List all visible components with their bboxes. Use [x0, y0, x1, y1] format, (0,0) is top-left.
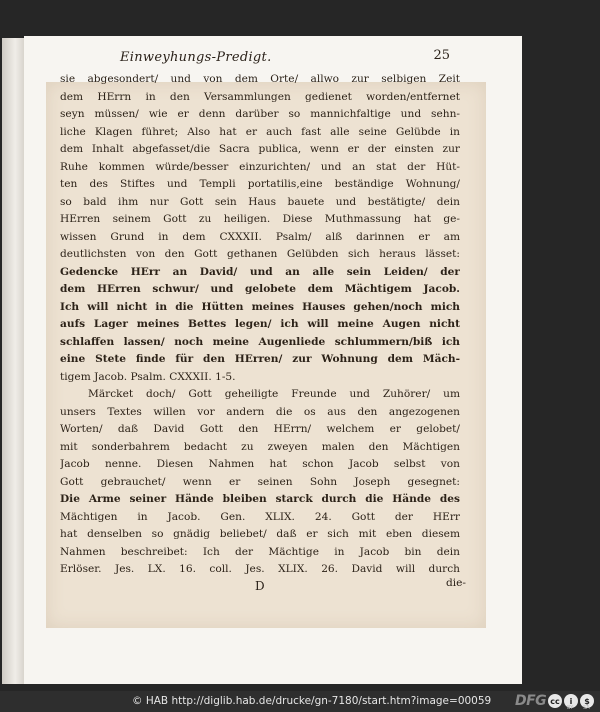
text-line: Mächtigen in Jacob. Gen. XLIX. 24. Gott der HErr: [60, 510, 460, 523]
running-title: Einweyhungs-Predigt.: [120, 50, 272, 65]
text-line: dem Inhalt abgefasset/die Sacra publica, wenn er der einsten zur: [60, 143, 460, 155]
text-line: Jacob nenne. Diesen Nahmen hat schon Jacob selbst von: [60, 458, 460, 470]
text-line: deutlichsten von den Gott gethanen Gelübden sich heraus lässet:: [60, 248, 460, 260]
text-line: Ich will nicht in die Hütten meines Hauses gehen/noch mich: [60, 300, 460, 313]
text-line: seyn müssen/ wie er denn darüber so mannichfaltige und sehn-: [60, 108, 460, 120]
license-badge-icon[interactable]: $: [580, 694, 594, 708]
text-line: Erlöser. Jes. LX. 16. coll. Jes. XLIX. 26. David will durch: [60, 563, 460, 575]
text-line: Gott gebrauchet/ wenn er seinen Sohn Joseph gesegnet:: [60, 475, 460, 488]
status-bar: [0, 691, 600, 712]
signature-mark: D: [255, 579, 265, 593]
license-badge-label: BY: [567, 705, 574, 711]
license-badge-icon[interactable]: i: [564, 694, 578, 708]
text-line: dem HErrn in den Versammlungen gedienet worden/entfernet: [60, 90, 460, 103]
license-badge-icon[interactable]: cc: [548, 694, 562, 708]
text-line: HErren seinem Gott zu heiligen. Diese Muthmassung hat ge-: [60, 213, 460, 225]
text-line: ten des Stiftes und Templi portatilis,eine beständige Wohnung/: [60, 178, 460, 190]
text-line: so bald ihm nur Gott sein Haus bauete und bestätigte/ dein: [60, 195, 460, 208]
page-header: [120, 50, 450, 70]
copyright-link[interactable]: © HAB http://diglib.hab.de/drucke/gn-7180/start.htm?image=00059: [132, 695, 492, 707]
text-line: Nahmen beschreibet: Ich der Mächtige in Jacob bin dein: [60, 545, 460, 558]
text-line: wissen Grund in dem CXXXII. Psalm/ alß darinnen er am: [60, 230, 460, 243]
text-line: unsers Textes willen vor andern die os aus den angezogenen: [60, 405, 460, 418]
dfg-logo: DFG: [515, 693, 547, 709]
text-line: hat denselben so gnädig beliebet/ daß er sich mit eben diesem: [60, 528, 460, 540]
text-line: tigem Jacob. Psalm. CXXXII. 1-5.: [60, 370, 236, 383]
text-line: sie abgesondert/ und von dem Orte/ allwo zur selbigen Zeit: [60, 73, 460, 85]
text-line: schlaffen lassen/ noch meine Augenliede schlummern/biß ich: [60, 335, 460, 348]
body-text: [60, 71, 460, 579]
text-line: mit sonderbahrem bedacht zu zweyen malen den Mächtigen: [60, 440, 460, 453]
page-number: 25: [433, 48, 450, 63]
previous-page-edge: [2, 38, 24, 684]
text-line: Märcket doch/ Gott geheiligte Freunde und Zuhörer/ um: [88, 388, 460, 400]
license-badge-label: SA: [583, 705, 590, 711]
text-line: dem HErren schwur/ und gelobete dem Mächtigem Jacob.: [60, 283, 460, 295]
catchword: die-: [445, 577, 466, 589]
text-line: Worten/ daß David Gott den HErrn/ welchem er gelobet/: [60, 423, 460, 435]
text-line: Ruhe kommen würde/besser einzurichten/ und an stat der Hüt-: [60, 160, 460, 173]
page-footer: [60, 577, 466, 595]
text-line: liche Klagen führet; Also hat er auch fast alle seine Gelübde in: [60, 125, 460, 138]
text-line: Die Arme seiner Hände bleiben starck durch die Hände des: [60, 493, 460, 505]
text-line: aufs Lager meines Bettes legen/ ich will meine Augen nicht: [60, 318, 460, 330]
text-line: Gedencke HErr an David/ und an alle sein Leiden/ der: [60, 265, 460, 278]
text-line: eine Stete finde für den HErren/ zur Wohnung dem Mäch-: [60, 353, 460, 365]
